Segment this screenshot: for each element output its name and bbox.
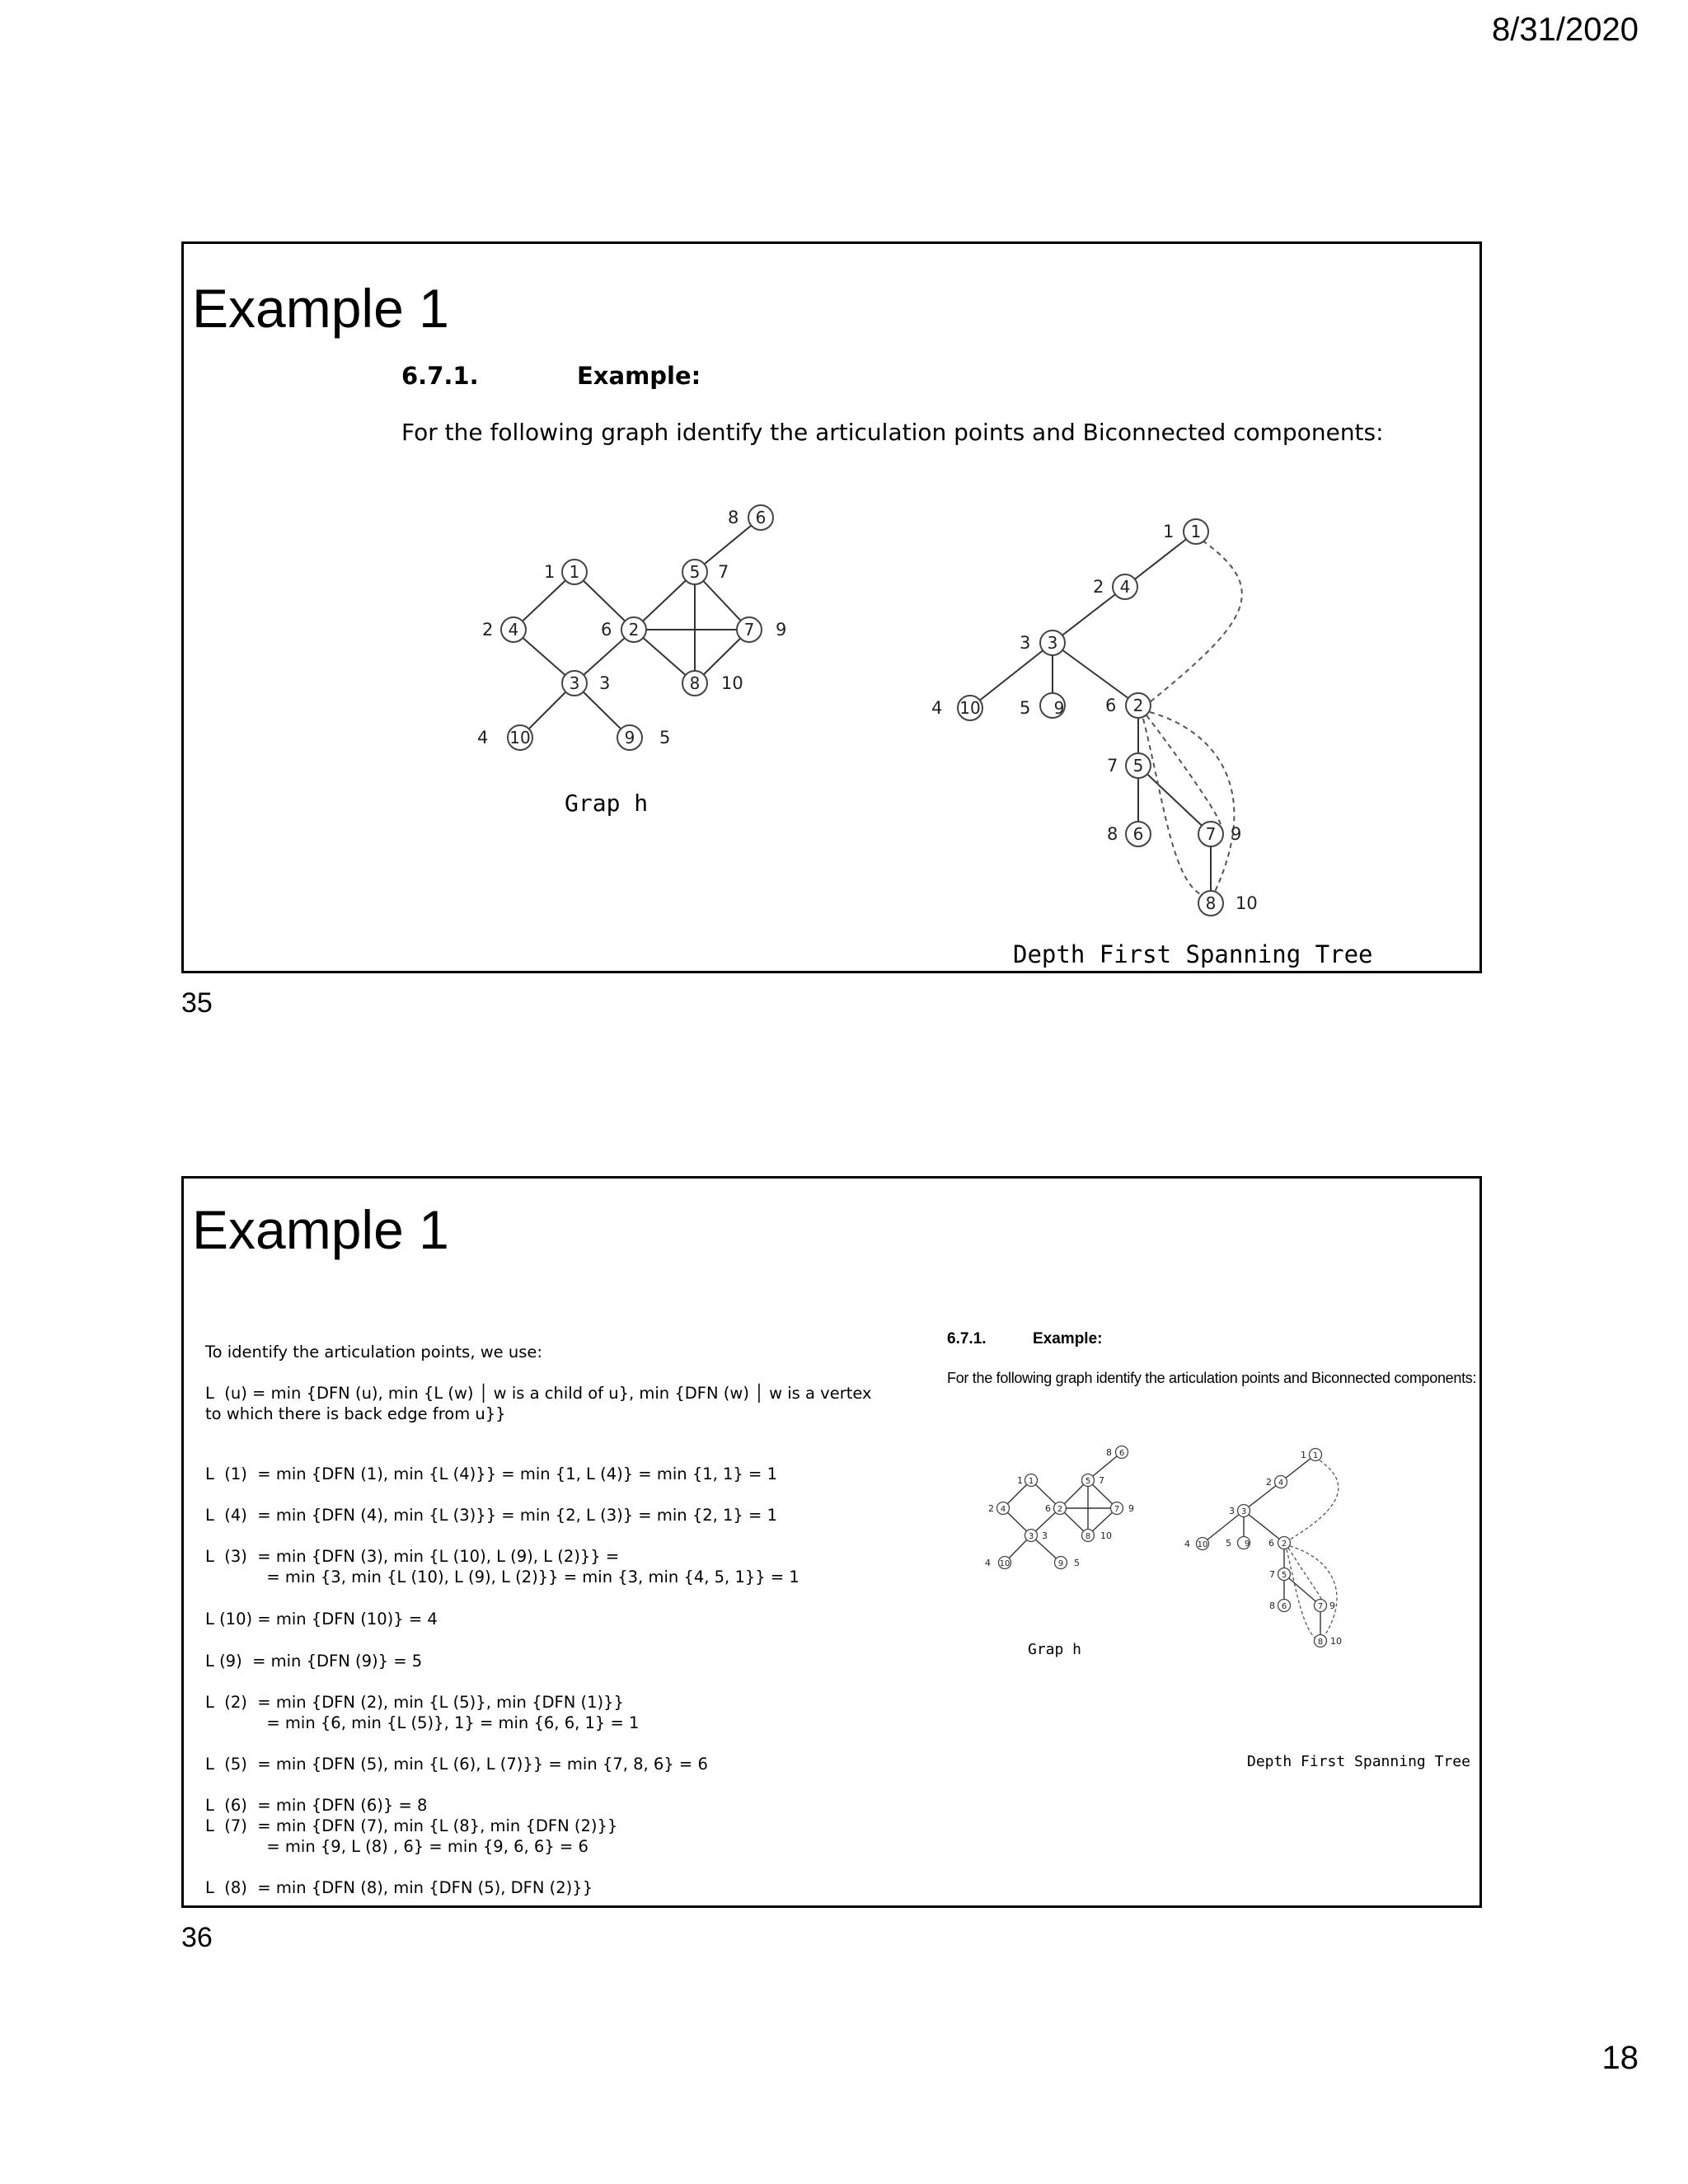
small-tree-node-id: 10 [1197,1540,1208,1549]
section-heading: Example: [577,362,701,390]
small-tree-node-id: 3 [1240,1507,1247,1516]
section-number: 6.7.1. [401,362,479,390]
small-graph-node-id: 8 [1085,1532,1091,1541]
graph-node-id: 6 [755,508,767,527]
tree-node-id: 10 [959,698,981,718]
tree-dfn-label: 4 [931,698,943,718]
small-graph-node-id: 9 [1057,1559,1064,1568]
graph-caption: Grap h [565,790,649,817]
tree-node-id: 5 [1132,756,1144,776]
slide-title: Example 1 [192,278,449,339]
small-graph-dfn: 8 [1106,1447,1112,1458]
graph-diagram [184,244,1482,973]
tree-caption: Depth First Spanning Tree [1013,940,1373,968]
small-graph-node-id: 7 [1114,1505,1120,1514]
small-tree-dfn: 7 [1269,1569,1275,1580]
small-graph-dfn: 9 [1128,1503,1134,1514]
small-graph-diagrams [184,1179,1482,1908]
small-tree-dfn: 6 [1268,1538,1274,1549]
equation-line: L (9) = min {DFN (9)} = 5 [205,1652,423,1671]
graph-dfn-label: 3 [599,673,611,693]
equation-line: L (8) = min {DFN (8), min {DFN (5), DFN (2)}} [205,1878,593,1897]
tree-dfn-label: 2 [1093,577,1104,597]
small-graph-dfn: 7 [1099,1475,1104,1486]
small-graph-dfn: 5 [1074,1558,1080,1568]
tree-node-id: 2 [1132,696,1144,715]
graph-dfn-label: 8 [728,508,739,527]
small-graph-node-id: 5 [1085,1477,1091,1486]
page-number: 18 [1601,2040,1639,2076]
tree-node-id: 3 [1047,633,1058,653]
tree-dfn-label: 6 [1105,696,1117,715]
small-graph-dfn: 2 [988,1503,994,1514]
tree-dfn-label: 3 [1020,633,1031,653]
small-tree-node-id: 8 [1317,1638,1324,1647]
page-date: 8/31/2020 [1492,12,1639,48]
small-tree-node-id: 2 [1281,1540,1287,1549]
section-heading: Example: [1033,1330,1103,1347]
small-graph-node-id: 2 [1057,1505,1063,1514]
small-graph-dfn: 4 [985,1558,991,1568]
small-tree-node-id: 4 [1278,1479,1284,1488]
formula-text: L (u) = min {DFN (u), min {L (w) │ w is a child of u}, min {DFN (w) │ w is a vertex to which there is back edge from u}} [205,1384,872,1423]
small-tree-node-id: 5 [1281,1571,1287,1580]
tree-dfn-label: 7 [1107,756,1118,776]
tree-dfn-label: 5 [1020,698,1031,718]
small-tree-dfn: 4 [1184,1539,1190,1549]
equation-line: L (3) = min {DFN (3), min {L (10), L (9), L (2)}} = = min {3, min {L (10), L (9), L (2)}} = min {3, min {4, 5, 1}} = 1 [205,1547,799,1586]
equation-line: L (4) = min {DFN (4), min {L (3)}} = min {2, L (3)} = min {2, 1} = 1 [205,1506,777,1525]
graph-dfn-label: 7 [718,562,729,582]
tree-node-id: 6 [1132,824,1144,844]
small-tree-node-id: 9 [1244,1540,1250,1549]
small-graph-caption: Grap h [1028,1641,1082,1658]
small-tree-node-id: 1 [1312,1451,1319,1460]
graph-node-id: 7 [743,620,755,640]
graph-dfn-label: 5 [659,728,671,748]
equation-line: L (10) = min {DFN (10)} = 4 [205,1610,438,1629]
slide-number: 36 [181,1922,213,1953]
graph-dfn-label: 6 [601,620,612,640]
graph-node-id: 5 [689,562,701,582]
small-tree-node-id: 7 [1317,1602,1324,1611]
slide-36 [181,1176,1482,1908]
graph-dfn-label: 1 [544,562,556,582]
graph-dfn-label: 9 [776,620,787,640]
small-graph-dfn: 3 [1042,1530,1048,1541]
tree-node-id: 9 [1053,698,1065,718]
small-tree-dfn: 1 [1301,1450,1306,1460]
small-graph-dfn: 6 [1045,1503,1051,1514]
slide-title: Example 1 [192,1199,449,1260]
small-tree-dfn: 5 [1226,1538,1231,1549]
tree-node-id: 7 [1205,824,1217,844]
slide-number: 35 [181,987,213,1019]
section-intro: For the following graph identify the articulation points and Biconnected components: [401,419,1384,446]
tree-dfn-label: 10 [1236,893,1258,913]
section-number: 6.7.1. [947,1330,987,1347]
equation-line: L (1) = min {DFN (1), min {L (4)}} = min {1, L (4)} = min {1, 1} = 1 [205,1465,777,1483]
graph-dfn-label: 10 [721,673,743,693]
tree-dfn-label: 1 [1163,522,1175,541]
graph-node-id: 9 [624,728,635,748]
equation-line: L (5) = min {DFN (5), min {L (6), L (7)}} = min {7, 8, 6} = 6 [205,1755,708,1774]
small-graph-node-id: 4 [1000,1505,1006,1514]
small-tree-dfn: 8 [1269,1601,1275,1611]
graph-dfn-label: 2 [482,620,494,640]
graph-node-id: 3 [569,673,580,693]
slide-35 [181,241,1482,973]
small-tree-dfn: 10 [1330,1636,1342,1647]
small-graph-node-id: 10 [999,1559,1010,1568]
equation-line: L (6) = min {DFN (6)} = 8 L (7) = min {DFN (7), min {L (8}, min {DFN (2)}} = min {9, L (8) , 6} = min {9, 6, 6} = 6 [205,1796,618,1856]
equation-line: L (2) = min {DFN (2), min {L (5)}, min {DFN (1)}} = min {6, min {L (5)}, 1} = min {6, 6, 1} = 1 [205,1693,640,1732]
tree-node-id: 1 [1190,522,1202,541]
tree-dfn-label: 8 [1107,824,1118,844]
graph-dfn-label: 4 [477,728,489,748]
small-tree-caption: Depth First Spanning Tree [1247,1753,1470,1770]
graph-node-id: 1 [569,562,580,582]
section-intro: For the following graph identify the articulation points and Biconnected components: [947,1370,1477,1386]
small-tree-node-id: 6 [1281,1602,1287,1611]
small-graph-node-id: 3 [1028,1532,1034,1541]
graph-node-id: 8 [689,673,701,693]
small-graph-node-id: 6 [1118,1449,1125,1458]
graph-node-id: 2 [628,620,640,640]
graph-node-id: 4 [508,620,519,640]
graph-node-id: 10 [509,728,531,748]
small-tree-dfn: 3 [1229,1506,1235,1516]
tree-node-id: 8 [1205,893,1217,913]
tree-node-id: 4 [1119,577,1131,597]
small-graph-dfn: 10 [1100,1530,1112,1541]
small-graph-dfn: 1 [1017,1475,1023,1486]
intro-text: To identify the articulation points, we use: [205,1343,542,1361]
small-tree-dfn: 2 [1266,1477,1272,1488]
small-graph-node-id: 1 [1028,1477,1034,1486]
tree-dfn-label: 9 [1231,824,1242,844]
small-tree-dfn: 9 [1329,1601,1335,1611]
